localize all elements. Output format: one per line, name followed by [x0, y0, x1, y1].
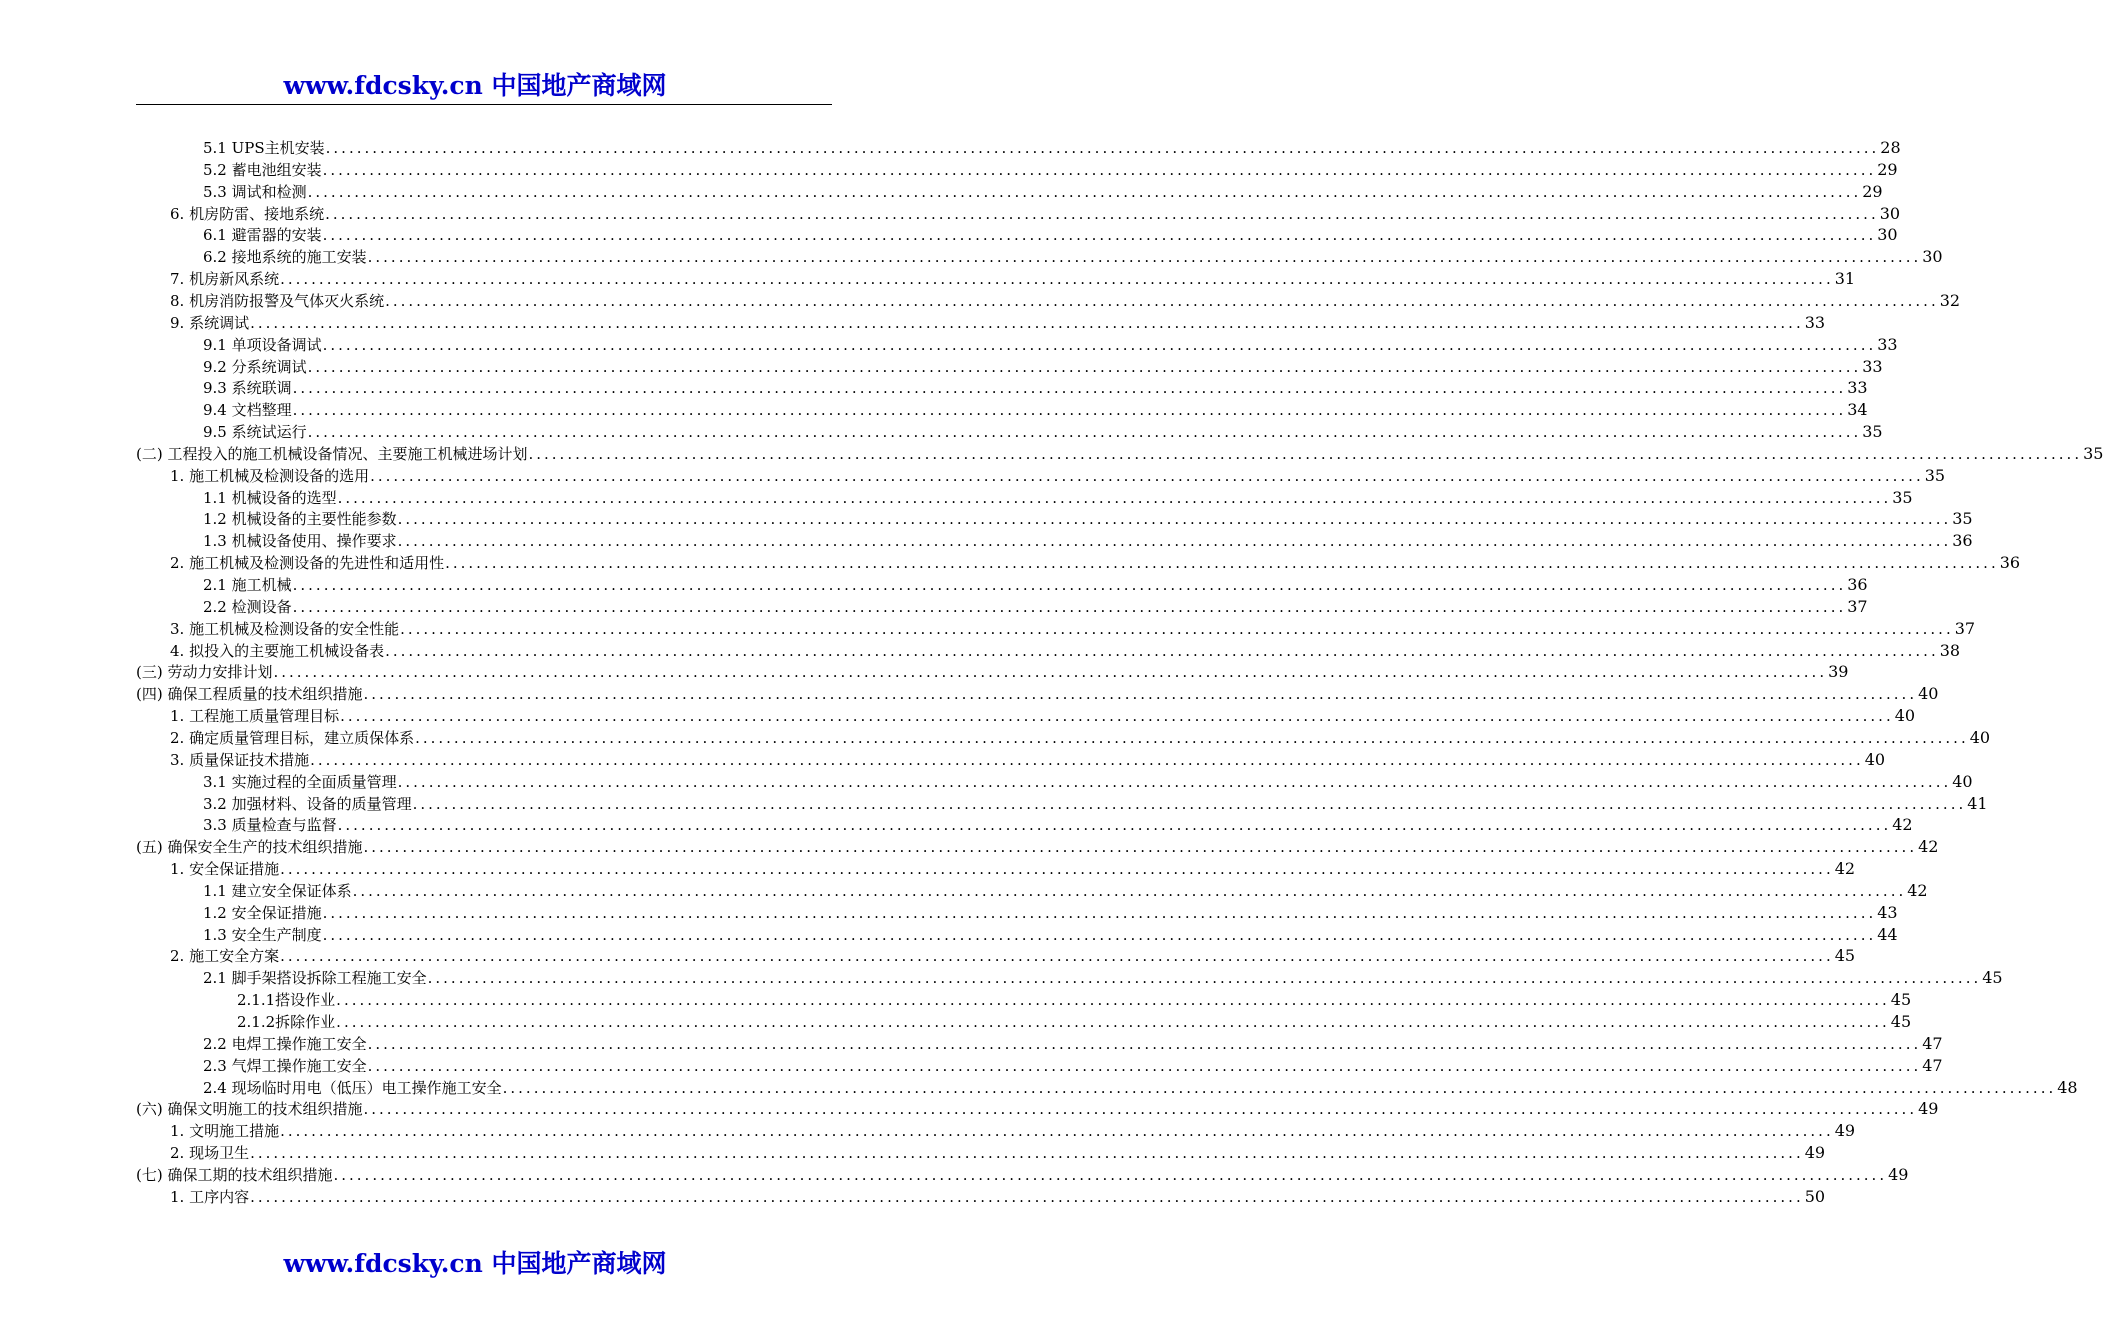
toc-entry-title: (四) 确保工程质量的技术组织措施	[136, 685, 363, 703]
toc-entry-page: 35	[1862, 422, 1883, 441]
toc-entry-title: 3. 施工机械及检测设备的安全性能	[170, 620, 400, 638]
toc-entry-title: 2.1.1搭设作业	[237, 991, 336, 1009]
toc-entry[interactable]	[203, 487, 1913, 509]
header-site-link[interactable]: www.fdcsky.cn 中国地产商域网	[283, 71, 667, 100]
toc-entry[interactable]	[203, 530, 1973, 552]
toc-entry-title: 5.1 UPS主机安装	[203, 139, 325, 157]
toc-entry[interactable]	[237, 1011, 1912, 1033]
toc-entry[interactable]	[203, 596, 1868, 618]
toc-entry[interactable]	[203, 508, 1973, 530]
toc-entry-page: 35	[1892, 488, 1913, 507]
toc-dot-leader: ........................................................................................................................................................................................................	[280, 860, 1834, 878]
toc-entry-title: 3.2 加强材料、设备的质量管理	[203, 795, 412, 813]
toc-dot-leader: ........................................................................................................................................................................................................	[325, 205, 1879, 223]
toc-entry-page: 43	[1877, 903, 1898, 922]
toc-entry[interactable]	[170, 203, 1901, 225]
toc-entry[interactable]	[203, 814, 1913, 836]
toc-entry[interactable]	[136, 443, 2103, 465]
toc-dot-leader: ........................................................................................................................................................................................................	[352, 882, 1907, 900]
toc-entry-title: 9.3 系统联调	[203, 379, 292, 397]
toc-entry[interactable]	[203, 356, 1883, 378]
toc-entry-title: 7. 机房新风系统	[170, 270, 280, 288]
toc-entry[interactable]	[136, 836, 1939, 858]
toc-entry[interactable]	[203, 137, 1901, 159]
toc-dot-leader: ........................................................................................................................................................................................................	[310, 751, 1864, 769]
toc-entry-title: 9.1 单项设备调试	[203, 336, 322, 354]
toc-dot-leader: ........................................................................................................................................................................................................	[307, 358, 1862, 376]
toc-entry-title: 9.2 分系统调试	[203, 358, 307, 376]
toc-entry-title: 2.2 检测设备	[203, 598, 292, 616]
toc-entry-title: 9. 系统调试	[170, 314, 250, 332]
toc-dot-leader: ........................................................................................................................................................................................................	[322, 226, 1877, 244]
toc-entry-page: 28	[1880, 138, 1901, 157]
toc-dot-leader: ........................................................................................................................................................................................................	[337, 816, 1892, 834]
toc-entry-page: 49	[1918, 1099, 1939, 1118]
toc-entry-title: 5.2 蓄电池组安装	[203, 161, 322, 179]
toc-dot-leader: ........................................................................................................................................................................................................	[385, 292, 1939, 310]
toc-entry-title: 1.2 机械设备的主要性能参数	[203, 510, 397, 528]
toc-entry[interactable]	[203, 574, 1868, 596]
toc-dot-leader: ........................................................................................................................................................................................................	[367, 1057, 1922, 1075]
toc-entry[interactable]	[203, 1033, 1943, 1055]
toc-entry-title: 1. 施工机械及检测设备的选用	[170, 467, 370, 485]
toc-dot-leader: ........................................................................................................................................................................................................	[367, 248, 1922, 266]
toc-entry[interactable]	[170, 268, 1856, 290]
toc-entry[interactable]	[136, 1098, 1939, 1120]
toc-entry-page: 33	[1877, 335, 1898, 354]
toc-entry-page: 49	[1834, 1121, 1856, 1140]
toc-dot-leader: ........................................................................................................................................................................................................	[397, 532, 1952, 550]
toc-entry-title: (七) 确保工期的技术组织措施	[136, 1166, 333, 1184]
toc-entry-page: 35	[1924, 466, 1946, 485]
toc-entry-page: 49	[1804, 1143, 1826, 1162]
toc-dot-leader: ........................................................................................................................................................................................................	[273, 663, 1828, 681]
toc-dot-leader: ........................................................................................................................................................................................................	[415, 729, 1969, 747]
toc-entry[interactable]	[170, 1186, 1826, 1208]
toc-entry[interactable]	[203, 421, 1883, 443]
toc-entry-page: 31	[1834, 269, 1856, 288]
toc-entry-title: 3. 质量保证技术措施	[170, 751, 310, 769]
toc-entry-title: 1.1 机械设备的选型	[203, 489, 337, 507]
toc-entry-page: 40	[1894, 706, 1916, 725]
toc-entry-title: 2.3 气焊工操作施工安全	[203, 1057, 367, 1075]
toc-dot-leader: ........................................................................................................................................................................................................	[337, 489, 1892, 507]
toc-dot-leader: ........................................................................................................................................................................................................	[336, 991, 1890, 1009]
toc-entry-title: 2.1 脚手架搭设拆除工程施工安全	[203, 969, 427, 987]
toc-entry-title: 1. 安全保证措施	[170, 860, 280, 878]
toc-entry[interactable]	[170, 727, 1991, 749]
toc-entry-title: 5.3 调试和检测	[203, 183, 307, 201]
toc-entry-title: 6. 机房防雷、接地系统	[170, 205, 325, 223]
toc-entry[interactable]	[170, 749, 1886, 771]
toc-dot-leader: ........................................................................................................................................................................................................	[292, 401, 1847, 419]
toc-entry-title: (二) 工程投入的施工机械设备情况、主要施工机械进场计划	[136, 445, 528, 463]
toc-entry-page: 45	[1890, 990, 1912, 1009]
toc-entry-page: 39	[1828, 662, 1849, 681]
toc-dot-leader: ........................................................................................................................................................................................................	[385, 642, 1939, 660]
toc-entry-page: 35	[1952, 509, 1973, 528]
toc-entry-page: 49	[1888, 1165, 1909, 1184]
toc-dot-leader: ........................................................................................................................................................................................................	[367, 1035, 1922, 1053]
toc-entry-page: 42	[1834, 859, 1856, 878]
toc-entry-title: 1.3 机械设备使用、操作要求	[203, 532, 397, 550]
toc-entry[interactable]	[170, 618, 1976, 640]
toc-entry[interactable]	[170, 465, 1946, 487]
toc-entry[interactable]	[203, 902, 1898, 924]
toc-entry-page: 47	[1922, 1056, 1943, 1075]
toc-entry-page: 36	[1999, 553, 2021, 572]
toc-entry-page: 33	[1862, 357, 1883, 376]
toc-dot-leader: ........................................................................................................................................................................................................	[528, 445, 2083, 463]
toc-entry[interactable]	[170, 290, 1961, 312]
toc-entry-page: 33	[1804, 313, 1826, 332]
toc-entry[interactable]	[170, 705, 1916, 727]
toc-entry-title: 4. 拟投入的主要施工机械设备表	[170, 642, 385, 660]
toc-entry-page: 36	[1952, 531, 1973, 550]
footer-site-link[interactable]: www.fdcsky.cn 中国地产商域网	[283, 1249, 667, 1278]
toc-entry-page: 29	[1862, 182, 1883, 201]
toc-entry[interactable]	[203, 771, 1973, 793]
toc-dot-leader: ........................................................................................................................................................................................................	[292, 379, 1847, 397]
toc-dot-leader: ........................................................................................................................................................................................................	[322, 336, 1877, 354]
toc-dot-leader: ........................................................................................................................................................................................................	[325, 139, 1880, 157]
toc-entry-page: 32	[1939, 291, 1961, 310]
toc-entry-page: 47	[1922, 1034, 1943, 1053]
toc-entry-page: 38	[1939, 641, 1961, 660]
toc-entry[interactable]	[170, 312, 1826, 334]
toc-entry-title: 1.3 安全生产制度	[203, 926, 322, 944]
toc-entry[interactable]	[203, 1077, 2078, 1099]
toc-entry[interactable]	[237, 989, 1912, 1011]
toc-entry-title: 3.1 实施过程的全面质量管理	[203, 773, 397, 791]
toc-entry[interactable]	[203, 399, 1868, 421]
toc-entry-title: 9.4 文档整理	[203, 401, 292, 419]
toc-entry-title: 2. 现场卫生	[170, 1144, 250, 1162]
toc-entry-page: 40	[1864, 750, 1886, 769]
toc-dot-leader: ........................................................................................................................................................................................................	[307, 183, 1862, 201]
toc-entry-title: 1. 工序内容	[170, 1188, 250, 1206]
toc-entry-page: 37	[1954, 619, 1976, 638]
toc-dot-leader: ........................................................................................................................................................................................................	[333, 1166, 1888, 1184]
toc-dot-leader: ........................................................................................................................................................................................................	[292, 576, 1847, 594]
toc-dot-leader: ........................................................................................................................................................................................................	[412, 795, 1967, 813]
toc-entry-page: 45	[1834, 946, 1856, 965]
toc-entry[interactable]	[203, 181, 1883, 203]
toc-entry-title: 2.1.2拆除作业	[237, 1013, 336, 1031]
toc-entry-page: 42	[1907, 881, 1928, 900]
toc-entry-page: 44	[1877, 925, 1898, 944]
toc-entry-title: 1. 文明施工措施	[170, 1122, 280, 1140]
toc-entry-title: 2. 确定质量管理目标，建立质保体系	[170, 729, 415, 747]
toc-dot-leader: ........................................................................................................................................................................................................	[400, 620, 1954, 638]
toc-entry-title: 1. 工程施工质量管理目标	[170, 707, 340, 725]
toc-entry-page: 42	[1918, 837, 1939, 856]
toc-entry-page: 33	[1847, 378, 1868, 397]
toc-entry[interactable]	[203, 377, 1868, 399]
toc-entry[interactable]	[203, 159, 1898, 181]
toc-entry[interactable]	[170, 640, 1961, 662]
toc-entry-title: 8. 机房消防报警及气体灭火系统	[170, 292, 385, 310]
toc-entry-page: 37	[1847, 597, 1868, 616]
toc-entry-title: 2.1 施工机械	[203, 576, 292, 594]
toc-entry[interactable]	[170, 945, 1856, 967]
toc-entry[interactable]	[136, 1164, 1909, 1186]
toc-entry-title: 3.3 质量检查与监督	[203, 816, 337, 834]
toc-entry[interactable]	[203, 793, 1988, 815]
toc-dot-leader: ........................................................................................................................................................................................................	[250, 314, 1804, 332]
toc-dot-leader: ........................................................................................................................................................................................................	[340, 707, 1894, 725]
toc-dot-leader: ........................................................................................................................................................................................................	[502, 1079, 2057, 1097]
header-divider	[136, 104, 832, 105]
toc-entry-page: 36	[1847, 575, 1868, 594]
toc-entry[interactable]	[203, 246, 1943, 268]
toc-entry[interactable]	[203, 334, 1898, 356]
toc-dot-leader: ........................................................................................................................................................................................................	[445, 554, 1999, 572]
toc-dot-leader: ........................................................................................................................................................................................................	[370, 467, 1924, 485]
toc-dot-leader: ........................................................................................................................................................................................................	[363, 1100, 1918, 1118]
toc-dot-leader: ........................................................................................................................................................................................................	[397, 773, 1952, 791]
toc-entry-title: 2.2 电焊工操作施工安全	[203, 1035, 367, 1053]
toc-entry[interactable]	[203, 224, 1898, 246]
toc-dot-leader: ........................................................................................................................................................................................................	[250, 1188, 1804, 1206]
toc-entry-page: 40	[1969, 728, 1991, 747]
toc-entry-page: 34	[1847, 400, 1868, 419]
toc-entry[interactable]	[170, 1142, 1826, 1164]
toc-entry[interactable]	[203, 1055, 1943, 1077]
toc-entry[interactable]	[136, 661, 1849, 683]
toc-entry-title: 2. 施工机械及检测设备的先进性和适用性	[170, 554, 445, 572]
toc-entry-page: 29	[1877, 160, 1898, 179]
toc-dot-leader: ........................................................................................................................................................................................................	[280, 947, 1834, 965]
toc-entry[interactable]	[170, 552, 2021, 574]
toc-entry-title: (三) 劳动力安排计划	[136, 663, 273, 681]
toc-entry-title: 1.2 安全保证措施	[203, 904, 322, 922]
toc-dot-leader: ........................................................................................................................................................................................................	[307, 423, 1862, 441]
toc-dot-leader: ........................................................................................................................................................................................................	[322, 904, 1877, 922]
toc-entry-title: 2. 施工安全方案	[170, 947, 280, 965]
toc-entry[interactable]	[170, 858, 1856, 880]
toc-entry-page: 35	[2083, 444, 2103, 463]
toc-dot-leader: ........................................................................................................................................................................................................	[250, 1144, 1804, 1162]
toc-entry-title: 2.4 现场临时用电（低压）电工操作施工安全	[203, 1079, 502, 1097]
toc-entry-page: 48	[2057, 1078, 2078, 1097]
toc-dot-leader: ........................................................................................................................................................................................................	[363, 685, 1918, 703]
toc-entry-page: 30	[1922, 247, 1943, 266]
toc-dot-leader: ........................................................................................................................................................................................................	[427, 969, 1982, 987]
toc-dot-leader: ........................................................................................................................................................................................................	[363, 838, 1918, 856]
toc-dot-leader: ........................................................................................................................................................................................................	[397, 510, 1952, 528]
toc-dot-leader: ........................................................................................................................................................................................................	[292, 598, 1847, 616]
toc-entry[interactable]	[136, 683, 1939, 705]
toc-dot-leader: ........................................................................................................................................................................................................	[280, 1122, 1834, 1140]
toc-entry-page: 50	[1804, 1187, 1826, 1206]
toc-entry-page: 40	[1952, 772, 1973, 791]
toc-entry-title: 1.1 建立安全保证体系	[203, 882, 352, 900]
toc-entry-title: (五) 确保安全生产的技术组织措施	[136, 838, 363, 856]
toc-entry-title: 9.5 系统试运行	[203, 423, 307, 441]
toc-entry-page: 41	[1967, 794, 1988, 813]
toc-entry-page: 40	[1918, 684, 1939, 703]
toc-entry-page: 30	[1879, 204, 1901, 223]
toc-dot-leader: ........................................................................................................................................................................................................	[336, 1013, 1890, 1031]
toc-entry[interactable]	[203, 924, 1898, 946]
toc-dot-leader: ........................................................................................................................................................................................................	[322, 926, 1877, 944]
toc-dot-leader: ........................................................................................................................................................................................................	[322, 161, 1877, 179]
toc-entry-title: 6.1 避雷器的安装	[203, 226, 322, 244]
toc-entry[interactable]	[203, 880, 1928, 902]
toc-entry-title: 6.2 接地系统的施工安装	[203, 248, 367, 266]
toc-entry-page: 45	[1890, 1012, 1912, 1031]
toc-entry[interactable]	[170, 1120, 1856, 1142]
toc-entry-page: 45	[1982, 968, 2003, 987]
toc-entry-title: (六) 确保文明施工的技术组织措施	[136, 1100, 363, 1118]
toc-entry-page: 42	[1892, 815, 1913, 834]
toc-entry-page: 30	[1877, 225, 1898, 244]
toc-dot-leader: ........................................................................................................................................................................................................	[280, 270, 1834, 288]
toc-entry[interactable]	[203, 967, 2003, 989]
